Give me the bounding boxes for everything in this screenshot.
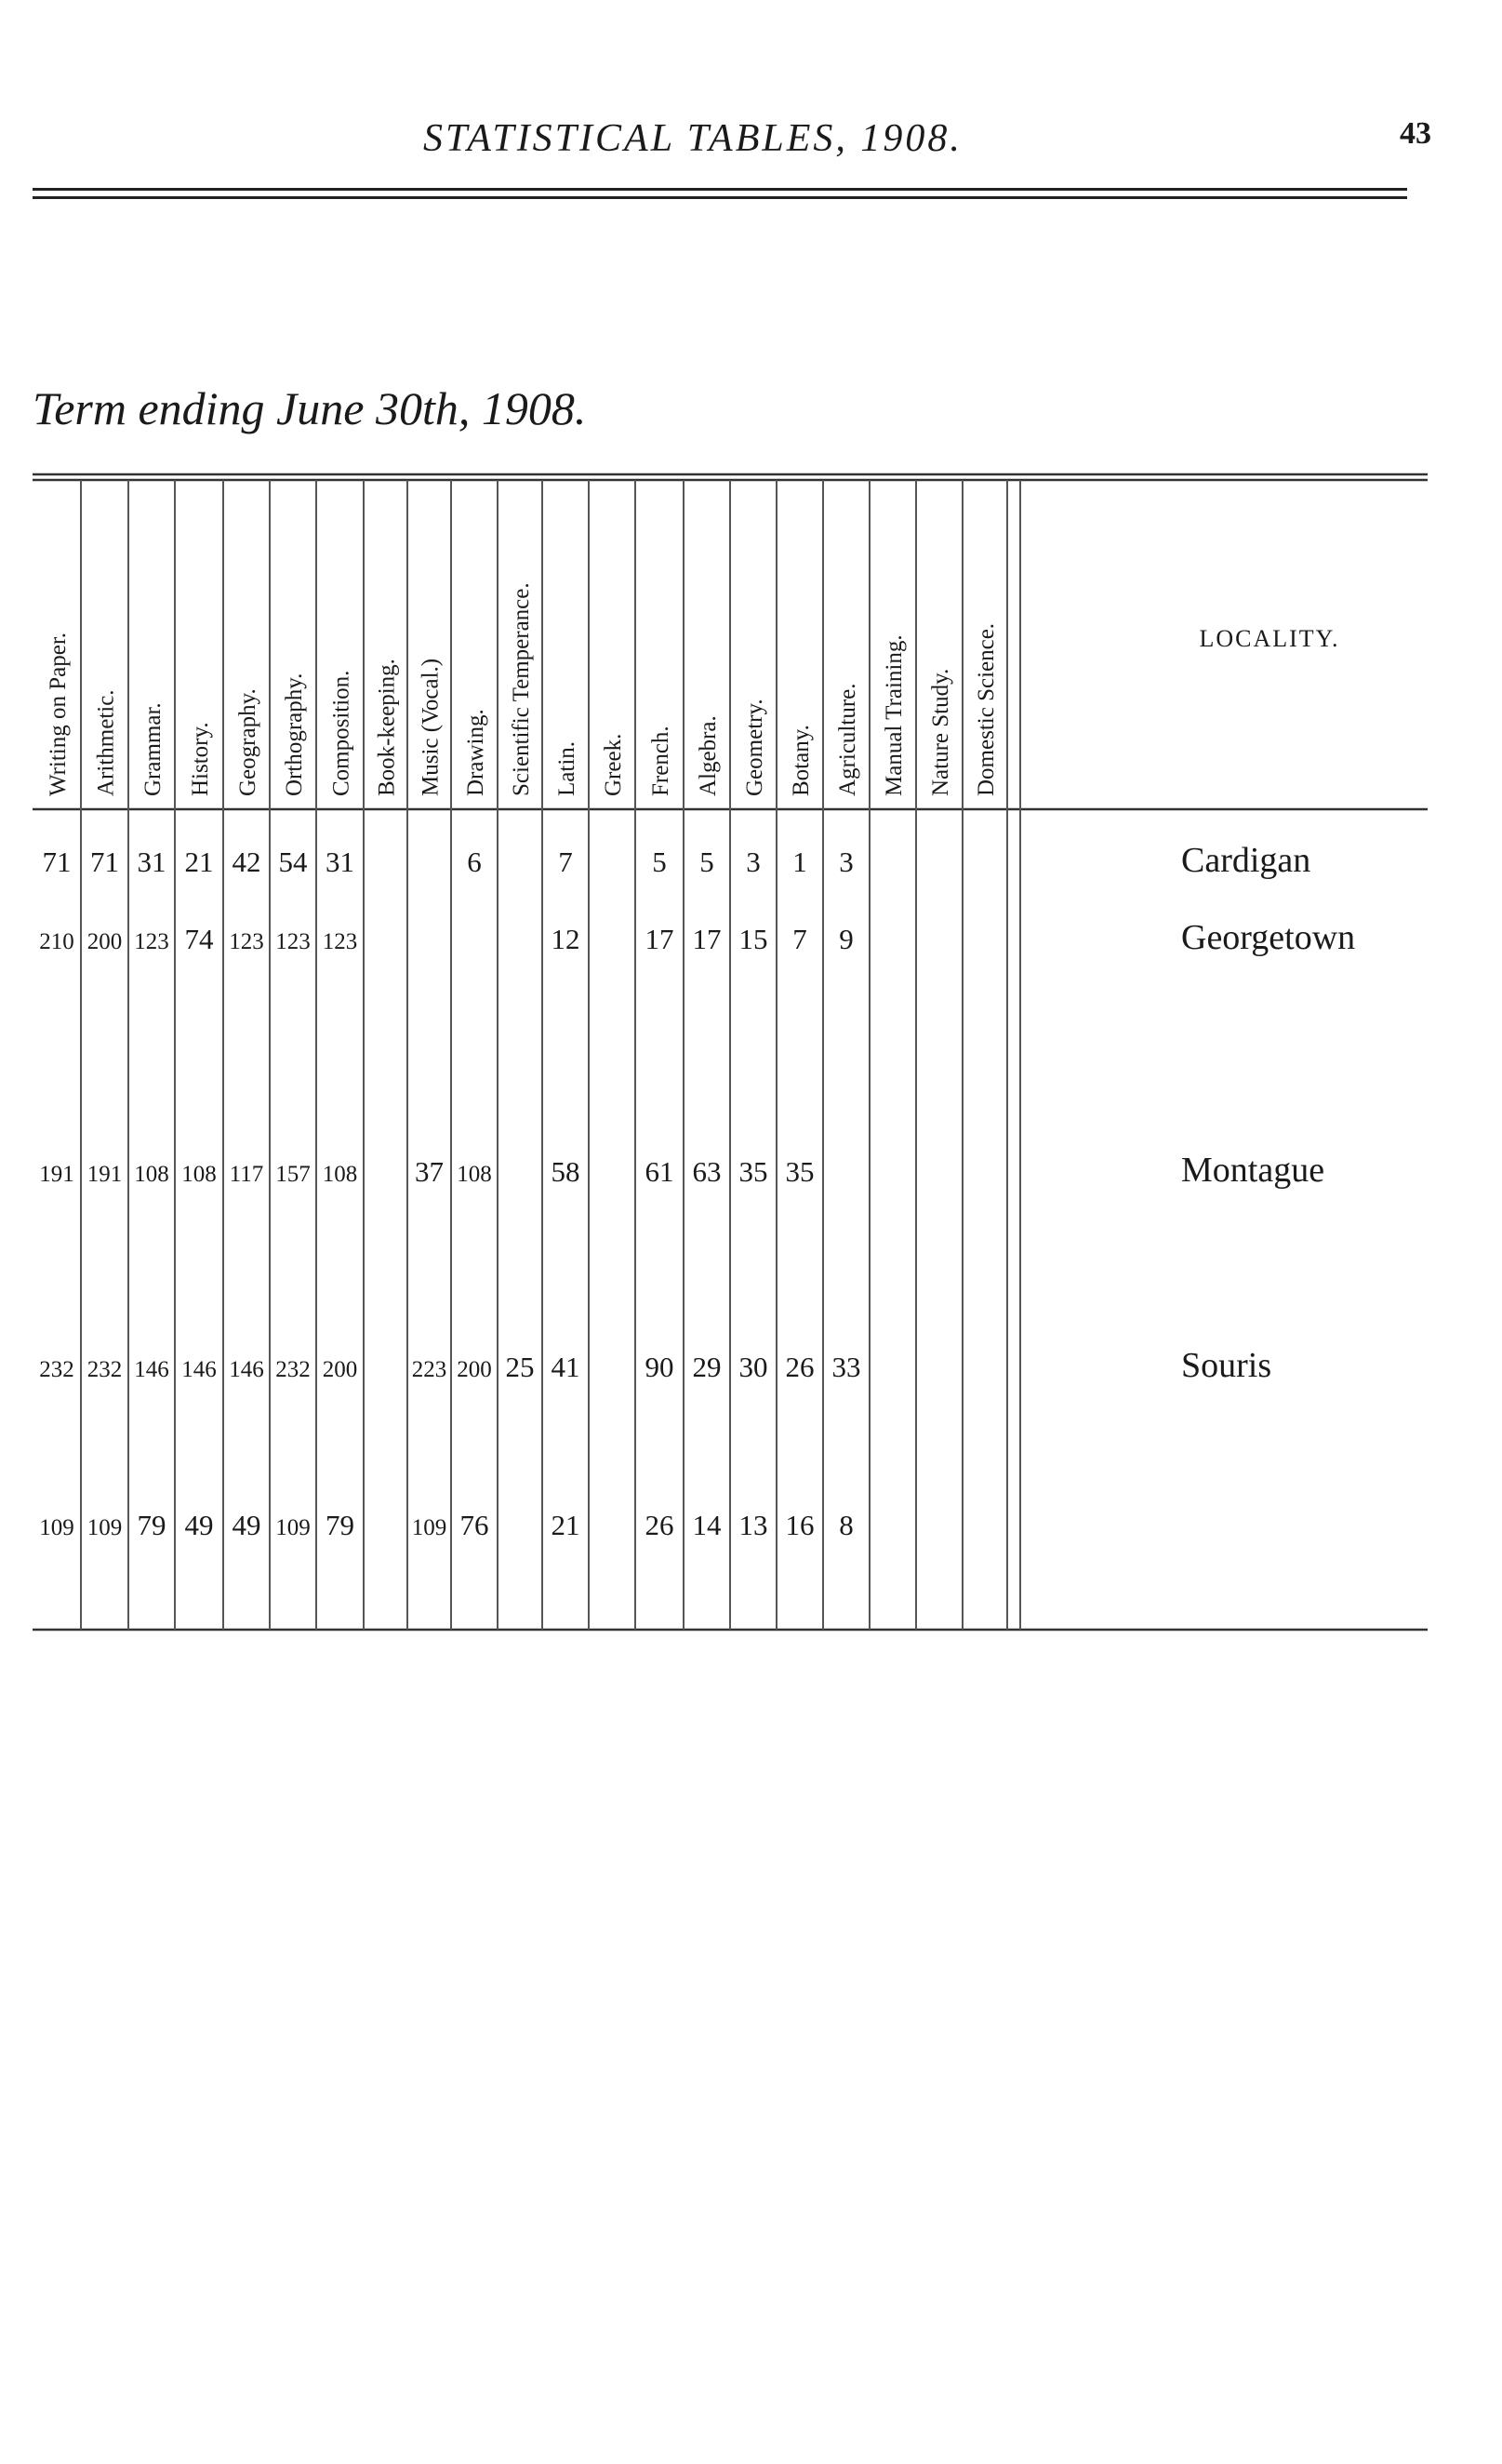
table-cell: 25 — [505, 1351, 535, 1383]
table-cell: 5 — [652, 846, 667, 878]
locality-name: Souris — [1181, 1346, 1272, 1385]
column-header: Arithmetic. — [93, 689, 119, 796]
header-rule — [33, 188, 1407, 191]
column-header: Greek. — [601, 733, 626, 796]
column-header: Writing on Paper. — [46, 632, 71, 796]
table-cell: 191 — [39, 1162, 74, 1187]
table-cell: 61 — [645, 1155, 674, 1188]
table-cell: 200 — [457, 1357, 492, 1382]
column-header: Algebra. — [696, 715, 721, 796]
table-cell: 16 — [785, 1509, 815, 1541]
table-cell: 49 — [184, 1509, 214, 1541]
column-header: Scientific Temperance. — [509, 582, 534, 796]
table-cell: 210 — [39, 929, 74, 954]
table-cell: 109 — [39, 1515, 74, 1540]
column-header: Geography. — [235, 688, 260, 796]
table-cell: 3 — [839, 846, 854, 878]
table-cell: 232 — [39, 1357, 74, 1382]
table-cell: 108 — [322, 1162, 358, 1187]
locality-name: Cardigan — [1181, 841, 1311, 880]
table-cell: 26 — [785, 1351, 815, 1383]
column-header: Latin. — [554, 740, 579, 796]
table-cell: 109 — [275, 1515, 311, 1540]
locality-name: Georgetown — [1181, 918, 1356, 957]
table-cell: 7 — [792, 923, 807, 955]
locality-name: Montague — [1181, 1151, 1325, 1190]
table-cell: 232 — [275, 1357, 311, 1382]
table-cell: 17 — [645, 923, 674, 955]
table-cell: 42 — [232, 846, 261, 878]
column-header: Composition. — [328, 670, 354, 796]
table-cell: 58 — [551, 1155, 580, 1188]
table-cell: 41 — [551, 1351, 580, 1383]
page-number: 43 — [1400, 116, 1431, 151]
table-cell: 31 — [326, 846, 354, 878]
table-cell: 9 — [839, 923, 854, 955]
table-cell: 71 — [42, 846, 72, 878]
table-cell: 223 — [411, 1357, 447, 1382]
table-cell: 15 — [738, 923, 768, 955]
table-cell: 49 — [232, 1509, 261, 1541]
header-rule-double — [33, 196, 1407, 199]
column-header: Domestic Science. — [974, 622, 999, 796]
table-cell: 74 — [184, 923, 214, 955]
table-cell: 3 — [746, 846, 761, 878]
table-cell: 6 — [467, 846, 482, 878]
table-cell: 13 — [738, 1509, 768, 1541]
column-header: Book-keeping. — [374, 659, 400, 796]
column-header: Agriculture. — [835, 683, 860, 796]
table-cell: 90 — [645, 1351, 674, 1383]
table-cell: 123 — [275, 929, 311, 954]
table-cell: 54 — [278, 846, 308, 878]
column-header: History. — [188, 722, 213, 796]
table-cell: 7 — [558, 846, 573, 878]
table-cell: 117 — [229, 1162, 264, 1187]
table-cell: 35 — [738, 1155, 768, 1188]
table-cell: 5 — [699, 846, 714, 878]
table-cell: 108 — [181, 1162, 217, 1187]
table-cell: 108 — [457, 1162, 492, 1187]
column-header: Botany. — [789, 725, 814, 796]
statistics-table — [33, 465, 1428, 1646]
column-header: Music (Vocal.) — [418, 658, 444, 796]
table-cell: 200 — [86, 929, 123, 954]
table-cell: 21 — [184, 846, 214, 878]
table-cell: 35 — [785, 1155, 815, 1188]
column-header: Grammar. — [140, 702, 166, 796]
term-title: Term ending June 30th, 1908. — [33, 382, 587, 434]
table-cell: 146 — [229, 1357, 264, 1382]
table-cell: 17 — [692, 923, 722, 955]
table-cell: 123 — [134, 929, 169, 954]
table-cell: 12 — [551, 923, 580, 955]
column-header: Drawing. — [463, 709, 488, 796]
table-cell: 33 — [831, 1351, 861, 1383]
column-header: Nature Study. — [928, 668, 953, 796]
table-cell: 31 — [137, 846, 166, 878]
table-cell: 109 — [86, 1515, 123, 1540]
column-header: Geometry. — [742, 699, 767, 796]
table-cell: 37 — [415, 1155, 444, 1188]
table-cell: 26 — [645, 1509, 674, 1541]
table-cell: 8 — [839, 1509, 854, 1541]
table-cell: 1 — [792, 846, 807, 878]
table-cell: 157 — [275, 1162, 311, 1187]
table-cell: 14 — [692, 1509, 722, 1541]
table-cell: 108 — [134, 1162, 169, 1187]
table-cell: 191 — [86, 1162, 123, 1187]
table-cell: 109 — [411, 1515, 447, 1540]
table-cell: 146 — [181, 1357, 217, 1382]
table-cell: 21 — [551, 1509, 580, 1541]
table-cell: 63 — [692, 1155, 722, 1188]
table-cell: 79 — [137, 1509, 166, 1541]
table-cell: 146 — [134, 1357, 169, 1382]
column-header: Orthography. — [282, 673, 307, 796]
locality-header: LOCALITY. — [1199, 625, 1340, 652]
table-cell: 79 — [326, 1509, 354, 1541]
table-cell: 123 — [322, 929, 358, 954]
column-header: Manual Training. — [882, 634, 907, 796]
running-head: STATISTICAL TABLES, 1908. — [423, 117, 963, 160]
table-cell: 123 — [229, 929, 264, 954]
table-cell: 76 — [459, 1509, 489, 1541]
column-header: French. — [648, 726, 673, 796]
table-cell: 29 — [692, 1351, 722, 1383]
table-cell: 200 — [322, 1357, 358, 1382]
table-cell: 232 — [86, 1357, 123, 1382]
table-cell: 30 — [738, 1351, 768, 1383]
table-cell: 71 — [90, 846, 119, 878]
